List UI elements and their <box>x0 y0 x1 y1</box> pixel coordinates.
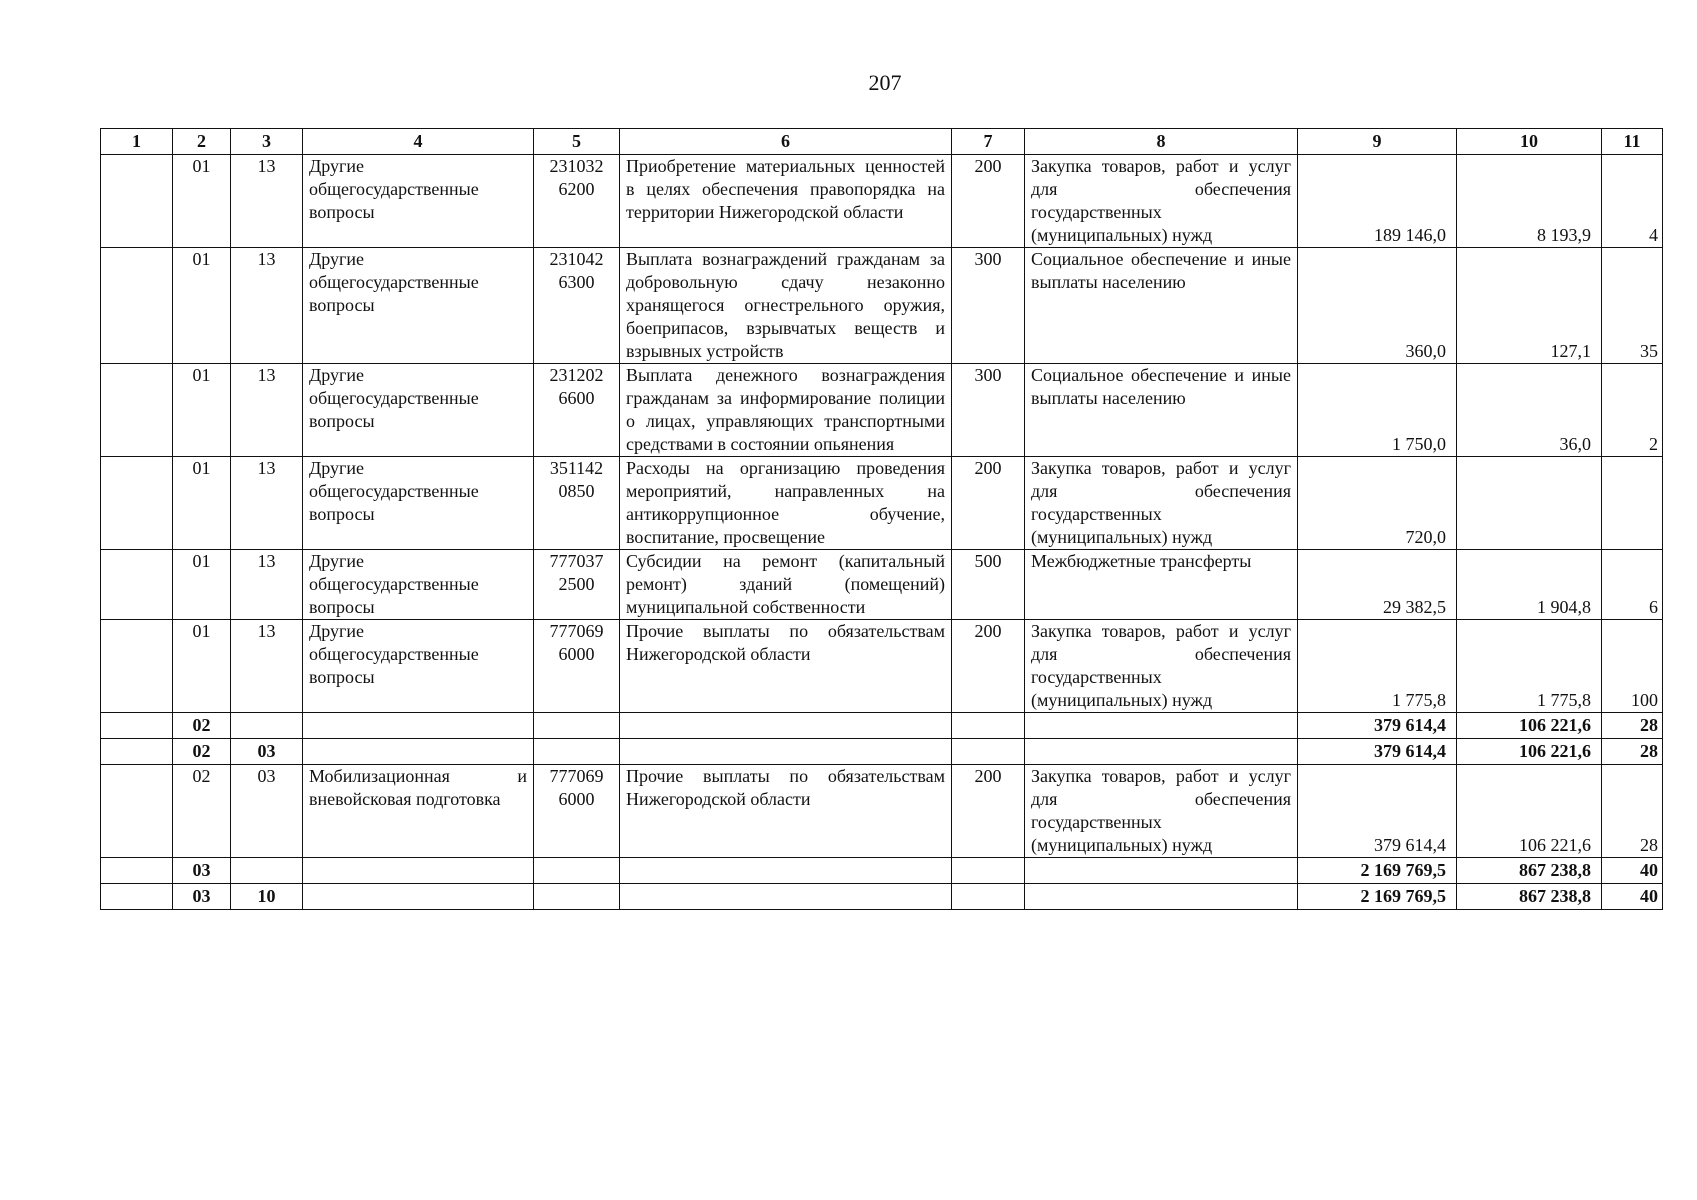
cell-empty <box>1025 858 1298 884</box>
cell-actual: 106 221,6 <box>1457 765 1602 858</box>
cell-empty <box>534 884 620 910</box>
cell-expense-type: 200 <box>952 155 1025 248</box>
column-header: 1 <box>101 129 173 155</box>
cell-col1 <box>101 620 173 713</box>
cell-expense-name: Закупка товаров, работ и услуг для обеспечения государственных (муниципальных) нужд <box>1025 765 1298 858</box>
cell-percent: 28 <box>1602 765 1663 858</box>
cell-percent: 100 <box>1602 620 1663 713</box>
cell-subsection: 03 <box>231 739 303 765</box>
cell-target-code: 777069 6000 <box>534 620 620 713</box>
cell-target-code: 231032 6200 <box>534 155 620 248</box>
cell-expense-type: 200 <box>952 457 1025 550</box>
cell-subsection-name: Другие общегосударственные вопросы <box>303 155 534 248</box>
cell-actual: 867 238,8 <box>1457 884 1602 910</box>
cell-expense-type: 300 <box>952 364 1025 457</box>
cell-empty <box>534 713 620 739</box>
cell-target-name: Субсидии на ремонт (капитальный ремонт) зданий (помещений) муниципальной собственности <box>620 550 952 620</box>
subsection-total-row <box>101 739 1663 765</box>
cell-subsection: 13 <box>231 155 303 248</box>
cell-expense-type: 200 <box>952 620 1025 713</box>
cell-empty <box>534 858 620 884</box>
cell-percent: 35 <box>1602 248 1663 364</box>
subsection-total-row <box>101 884 1663 910</box>
section-total-row <box>101 713 1663 739</box>
cell-expense-name: Социальное обеспечение и иные выплаты населению <box>1025 364 1298 457</box>
cell-percent <box>1602 457 1663 550</box>
cell-subsection-name: Другие общегосударственные вопросы <box>303 364 534 457</box>
cell-subsection: 03 <box>231 765 303 858</box>
cell-col1 <box>101 713 173 739</box>
cell-plan: 2 169 769,5 <box>1298 858 1457 884</box>
cell-empty <box>303 739 534 765</box>
cell-target-code: 231042 6300 <box>534 248 620 364</box>
cell-plan: 379 614,4 <box>1298 713 1457 739</box>
section-total-row <box>101 858 1663 884</box>
cell-plan: 2 169 769,5 <box>1298 884 1457 910</box>
cell-section: 03 <box>173 858 231 884</box>
cell-percent: 28 <box>1602 739 1663 765</box>
cell-empty <box>620 884 952 910</box>
cell-section: 03 <box>173 884 231 910</box>
cell-empty <box>620 739 952 765</box>
cell-empty <box>303 713 534 739</box>
cell-target-name: Приобретение материальных ценностей в целях обеспечения правопорядка на территории Нижегородской области <box>620 155 952 248</box>
cell-section: 02 <box>173 713 231 739</box>
cell-col1 <box>101 550 173 620</box>
cell-actual: 1 775,8 <box>1457 620 1602 713</box>
cell-subsection-name: Другие общегосударственные вопросы <box>303 248 534 364</box>
column-header: 6 <box>620 129 952 155</box>
cell-section: 01 <box>173 248 231 364</box>
table-row <box>101 155 1663 248</box>
table-row <box>101 550 1663 620</box>
cell-plan: 1 750,0 <box>1298 364 1457 457</box>
cell-plan: 379 614,4 <box>1298 739 1457 765</box>
column-header: 11 <box>1602 129 1663 155</box>
cell-target-code: 777037 2500 <box>534 550 620 620</box>
cell-plan: 189 146,0 <box>1298 155 1457 248</box>
cell-subsection: 10 <box>231 884 303 910</box>
cell-plan: 360,0 <box>1298 248 1457 364</box>
cell-percent: 2 <box>1602 364 1663 457</box>
column-header: 5 <box>534 129 620 155</box>
table-row <box>101 248 1663 364</box>
cell-col1 <box>101 248 173 364</box>
cell-empty <box>1025 713 1298 739</box>
column-header: 7 <box>952 129 1025 155</box>
cell-subsection-name: Другие общегосударственные вопросы <box>303 620 534 713</box>
cell-section: 01 <box>173 364 231 457</box>
cell-col1 <box>101 739 173 765</box>
cell-target-name: Выплата денежного вознаграждения гражданам за информирование полиции о лицах, управляющих транспортными средствами в состоянии опьянения <box>620 364 952 457</box>
table-row <box>101 364 1663 457</box>
cell-empty <box>534 739 620 765</box>
cell-col1 <box>101 457 173 550</box>
cell-subsection: 13 <box>231 248 303 364</box>
cell-subsection-name: Мобилизационная и вневойсковая подготовка <box>303 765 534 858</box>
column-header: 4 <box>303 129 534 155</box>
table-row <box>101 765 1663 858</box>
cell-expense-type: 500 <box>952 550 1025 620</box>
cell-actual: 8 193,9 <box>1457 155 1602 248</box>
header-row <box>101 129 1663 155</box>
cell-target-code: 351142 0850 <box>534 457 620 550</box>
cell-col1 <box>101 858 173 884</box>
cell-percent: 40 <box>1602 858 1663 884</box>
cell-target-name: Расходы на организацию проведения мероприятий, направленных на антикоррупционное обучение, воспитание, просвещение <box>620 457 952 550</box>
cell-expense-name: Межбюджетные трансферты <box>1025 550 1298 620</box>
cell-empty <box>620 858 952 884</box>
cell-col1 <box>101 155 173 248</box>
cell-col1 <box>101 765 173 858</box>
cell-percent: 6 <box>1602 550 1663 620</box>
column-header: 9 <box>1298 129 1457 155</box>
cell-expense-name: Закупка товаров, работ и услуг для обеспечения государственных (муниципальных) нужд <box>1025 155 1298 248</box>
cell-actual: 106 221,6 <box>1457 713 1602 739</box>
cell-target-name: Прочие выплаты по обязательствам Нижегородской области <box>620 765 952 858</box>
cell-target-name: Выплата вознаграждений гражданам за добровольную сдачу незаконно хранящегося огнестрельного оружия, боеприпасов, взрывчатых веществ и взрывных устройств <box>620 248 952 364</box>
cell-plan: 29 382,5 <box>1298 550 1457 620</box>
cell-empty <box>620 713 952 739</box>
cell-subsection: 13 <box>231 550 303 620</box>
cell-section: 01 <box>173 550 231 620</box>
table-row <box>101 620 1663 713</box>
cell-empty <box>1025 884 1298 910</box>
cell-target-code: 777069 6000 <box>534 765 620 858</box>
cell-section: 01 <box>173 155 231 248</box>
page-number: 207 <box>868 70 902 95</box>
budget-table <box>100 128 1663 910</box>
cell-empty <box>952 713 1025 739</box>
cell-percent: 40 <box>1602 884 1663 910</box>
cell-empty <box>952 884 1025 910</box>
cell-section: 02 <box>173 765 231 858</box>
cell-target-code: 231202 6600 <box>534 364 620 457</box>
cell-actual: 36,0 <box>1457 364 1602 457</box>
cell-subsection: 13 <box>231 620 303 713</box>
cell-plan: 720,0 <box>1298 457 1457 550</box>
cell-expense-name: Закупка товаров, работ и услуг для обеспечения государственных (муниципальных) нужд <box>1025 457 1298 550</box>
cell-empty <box>952 739 1025 765</box>
cell-section: 01 <box>173 620 231 713</box>
cell-actual: 867 238,8 <box>1457 858 1602 884</box>
column-header: 8 <box>1025 129 1298 155</box>
cell-percent: 4 <box>1602 155 1663 248</box>
cell-col1 <box>101 884 173 910</box>
table-row <box>101 457 1663 550</box>
cell-plan: 379 614,4 <box>1298 765 1457 858</box>
cell-subsection <box>231 713 303 739</box>
cell-empty <box>1025 739 1298 765</box>
cell-empty <box>303 858 534 884</box>
cell-col1 <box>101 364 173 457</box>
cell-subsection: 13 <box>231 364 303 457</box>
cell-expense-name: Социальное обеспечение и иные выплаты населению <box>1025 248 1298 364</box>
cell-actual: 127,1 <box>1457 248 1602 364</box>
cell-empty <box>303 884 534 910</box>
cell-subsection-name: Другие общегосударственные вопросы <box>303 457 534 550</box>
column-header: 2 <box>173 129 231 155</box>
cell-expense-type: 200 <box>952 765 1025 858</box>
cell-subsection-name: Другие общегосударственные вопросы <box>303 550 534 620</box>
cell-section: 02 <box>173 739 231 765</box>
cell-empty <box>952 858 1025 884</box>
cell-target-name: Прочие выплаты по обязательствам Нижегородской области <box>620 620 952 713</box>
column-header: 3 <box>231 129 303 155</box>
cell-plan: 1 775,8 <box>1298 620 1457 713</box>
cell-subsection: 13 <box>231 457 303 550</box>
cell-actual <box>1457 457 1602 550</box>
column-header: 10 <box>1457 129 1602 155</box>
cell-expense-type: 300 <box>952 248 1025 364</box>
cell-expense-name: Закупка товаров, работ и услуг для обеспечения государственных (муниципальных) нужд <box>1025 620 1298 713</box>
cell-section: 01 <box>173 457 231 550</box>
cell-percent: 28 <box>1602 713 1663 739</box>
cell-actual: 106 221,6 <box>1457 739 1602 765</box>
cell-actual: 1 904,8 <box>1457 550 1602 620</box>
cell-subsection <box>231 858 303 884</box>
